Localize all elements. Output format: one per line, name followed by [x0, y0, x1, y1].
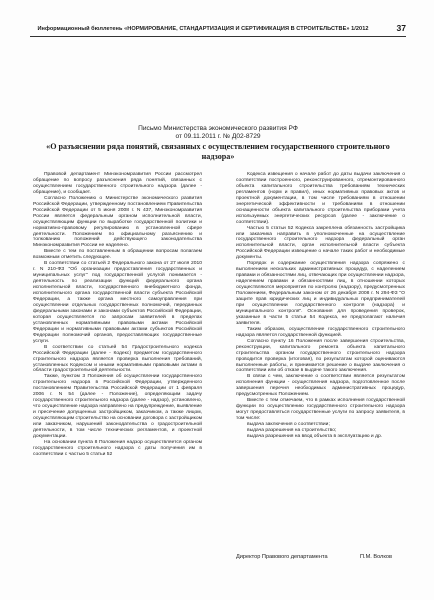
paragraph: Также, пунктом 3 Положения об осуществлении государственного строительного надзора в Российской Федерации, утвержденного постановлением Правительства Российской Федерации от 1 февраля 2006 г. N 54 (далее - Положение), определяющим задачу государственного строительного надзора (далее - надзор), установлено, что осуществление надзора направлено на предупреждение, выявление и пресечение допущенных застройщиком, заказчиком, а также лицом, осуществляющим строительство на основании договора с застройщиком или заказчиком, нарушений законодательства о градостроительной деятельности, в том числе технических регламентов, и проектной документации. — [33, 374, 202, 439]
letter-subject: «О разъяснении ряда понятий, связанных с осуществлением государственного строительного надзора» — [46, 142, 390, 161]
paragraph: Порядок и содержание осуществления надзора сопряжено с выполнением нескольких административных процедур, с наделением правами и обязанностями лиц, отвечающих при осуществлении надзора, наделением правами и обязанностями лиц, в отношении которых осуществляются мероприятия по контролю (надзору), предусмотренных Положением, Федеральным законом от 26 декабря 2008 г. N 294-ФЗ "О защите прав юридических лиц и индивидуальных предпринимателей при осуществлении государственного контроля (надзора) и муниципального контроля". Основания для проведения проверок, указанные в части 5 статьи 54 Кодекса, не предполагают наличия заявителя. — [236, 261, 405, 326]
paragraph: Вместе с тем отмечаем, что в рамках исполнения государственной функции по осуществлению государственного строительного надзора могут предоставляться государственные услуги по запросу заявителя, в том числе: — [236, 398, 405, 422]
paragraph: Правовой департамент Минэкономразвития России рассмотрел обращение по вопросу разъяснения ряда понятий, связанных с осуществлением государственного строительного надзора (далее - обращение), и сообщает. — [33, 172, 202, 195]
paragraph: Таким образом, осуществление государственного строительного надзора является государственной функцией. — [236, 326, 405, 338]
paragraph: Частью 5 статьи 52 Кодекса закреплена обязанность застройщика или заказчика направить в уполномоченные на осуществление государственного строительного надзора федеральный орган исполнительной власти, орган исполнительной власти субъекта Российской Федерации извещение о начале таких работ и необходимые документы. — [236, 225, 405, 261]
bulletin-title: Информационный бюллетень «НОРМИРОВАНИЕ, СТАНДАРТИЗАЦИЯ И СЕРТИФИКАЦИЯ В СТРОИТЕЛЬСТВЕ» 1/2012 — [37, 26, 369, 32]
letter-title-line2: от 09.11.2011 г. № Д02-8729 — [175, 133, 261, 140]
paragraph: Согласно Положению о Министерстве экономического развития Российской Федерации, утвержденному постановлением Правительства Российской Федерации от 5 июня 2008 г. N 437, Минэкономразвития России является федеральным органом исполнительной власти, осуществляющим функции по выработке государственной политики и нормативно-правовому регулированию в установленной сфере деятельности. Положением по официальному разъяснению и толкованию положений действующего законодательства Минэкономразвития России не наделено. — [33, 195, 202, 249]
paragraph: В соответствии со статьей 2 Федерального закона от 27 июля 2010 г. N 210-ФЗ "Об организации предоставления государственных и муниципальных услуг" под государственной услугой понимается - деятельность по реализации функций федерального органа исполнительной власти, государственного внебюджетного фонда, исполнительного органа государственной власти субъекта Российской Федерации, а также органа местного самоуправления при осуществлении отдельных государственных полномочий, переданных федеральными законами и законами субъектов Российской Федерации, которая осуществляется по запросам заявителей в пределах установленных нормативными правовыми актами Российской Федерации и нормативными правовыми актами субъектов Российской Федерации полномочий органов, предоставляющих государственные услуги. — [33, 261, 202, 344]
paragraph: В связи с чем, заключение о соответствии является результатом исполнения функции - осуществления надзора, подготовленное после завершения перечня необходимых административных процедур, предусмотренных Положением. — [236, 374, 405, 398]
paragraph: На основании пункта 8 Положения надзор осуществляется органом государственного строительного надзора с даты получения им в соответствии с частью 5 статьи 52 — [33, 439, 202, 457]
paragraph: Вместе с тем по поставленным в обращении вопросам полагаем возможным отметить следующее. — [33, 249, 202, 261]
letter-title-line1: Письмо Министерства экономического развития РФ — [138, 125, 298, 132]
list-item: выдача разрешения на ввод объекта в эксплуатацию и др. — [247, 433, 383, 439]
paragraph: В соответствии со статьей 54 Градостроительного кодекса Российской Федерации (далее - Кодекс) предметом государственного строительного надзора является проверка выполнения требований, установленных Кодексом и иными нормативными правовыми актами в области градостроительной деятельности. — [33, 344, 202, 374]
list-item: выдача заключения о соответствии; — [247, 422, 330, 428]
signatory-title: Директор Правового департамента — [236, 554, 328, 560]
left-column — [33, 172, 202, 458]
signatory-name: П.М. Волков — [360, 554, 392, 560]
list-item: выдача разрешения на строительство; — [247, 427, 337, 433]
bulletin-header — [30, 14, 406, 37]
paragraph: Согласно пункту 16 Положения после завершения строительства, реконструкции, капитального ремонта объекта капитального строительства органом государственного строительного надзора проводится проверка (итоговая), по результатам которой оцениваются выполненные работы, и принимается решение о выдаче заключения о соответствии или об отказе в выдаче такого заключения. — [236, 338, 405, 374]
right-column — [236, 172, 405, 440]
paragraph: Кодекса извещения о начале работ до даты выдачи заключения о соответствии построенного, реконструированного, отремонтированного объекта капитального строительства требованиям технических регламентов (норм и правил), иных нормативных правовых актов и проектной документации, в том числе требованиям в отношении энергетической эффективности и требованиям в отношении оснащенности объекта капитального строительства приборами учета используемых энергетических ресурсов (далее - заключение о соответствии). — [236, 172, 405, 225]
page-number: 37 — [396, 23, 406, 33]
